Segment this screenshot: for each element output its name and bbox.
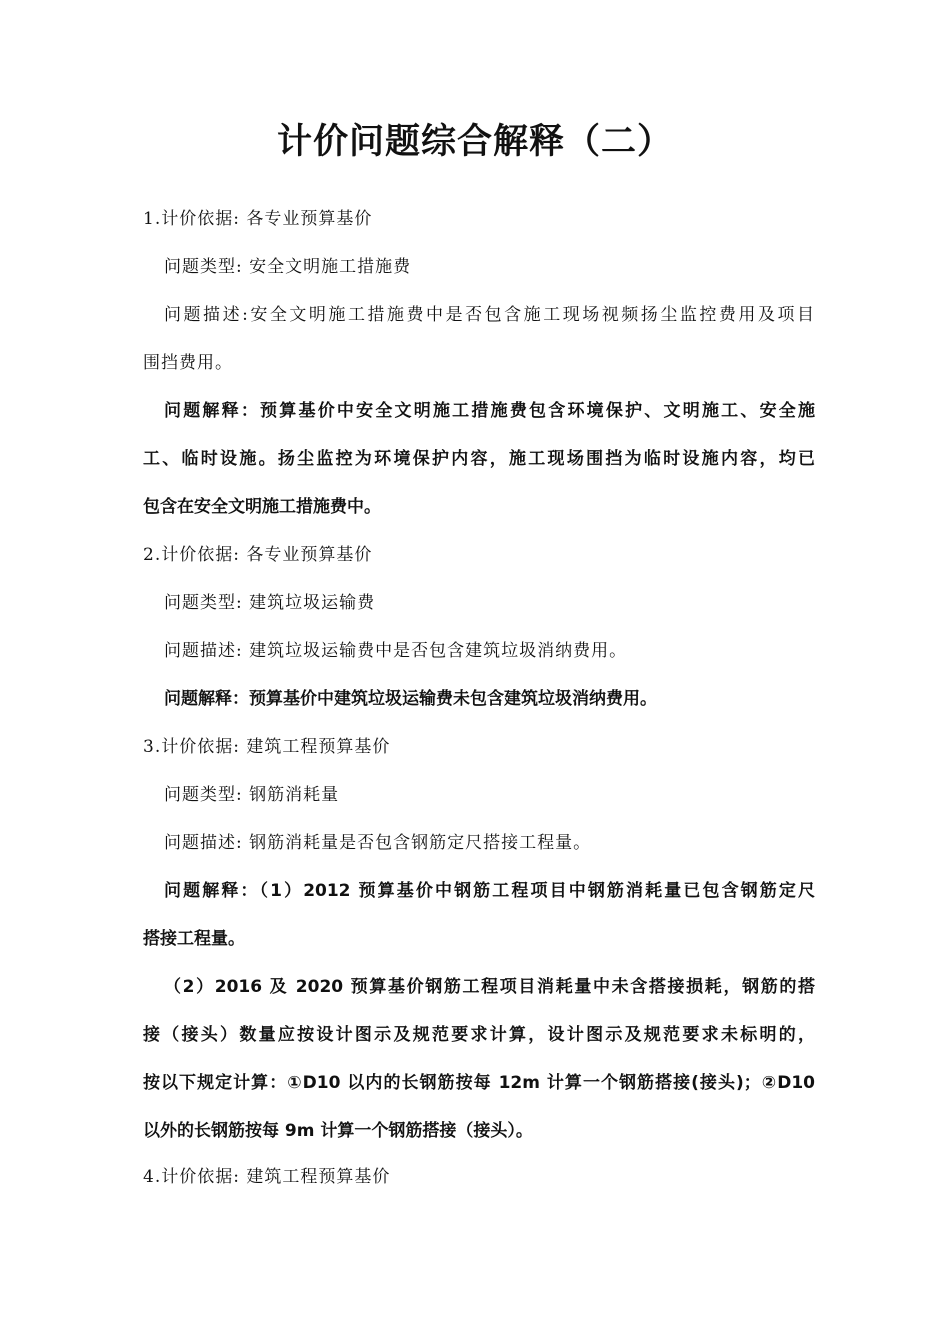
item-2-description: 问题描述: 建筑垃圾运输费中是否包含建筑垃圾消纳费用。 [164, 641, 628, 661]
item-1-type: 问题类型: 安全文明施工措施费 [164, 257, 412, 277]
item-1-description-cont: 围挡费用。 [143, 353, 233, 373]
item-1-explanation-cont: 工、临时设施。扬尘监控为环境保护内容，施工现场围挡为临时设施内容，均已 [143, 449, 815, 469]
item-3-type: 问题类型: 钢筋消耗量 [164, 785, 340, 805]
item-2-basis: 2.计价依据: 各专业预算基价 [143, 545, 373, 565]
item-3-explanation-part2: （2）2016 及 2020 预算基价钢筋工程项目消耗量中未含搭接损耗，钢筋的搭 [164, 977, 815, 997]
item-1-description: 问题描述:安全文明施工措施费中是否包含施工现场视频扬尘监控费用及项目 [164, 305, 815, 325]
item-3-explanation-part2-cont: 接（接头）数量应按设计图示及规范要求计算，设计图示及规范要求未标明的， [143, 1025, 815, 1045]
item-4-basis: 4.计价依据: 建筑工程预算基价 [143, 1167, 391, 1187]
item-3-explanation-part2-rule: 按以下规定计算：①D10 以内的长钢筋按每 12m 计算一个钢筋搭接(接头)；②D10 [143, 1073, 815, 1093]
document-title: 计价问题综合解释（二） [276, 121, 673, 162]
item-3-basis: 3.计价依据: 建筑工程预算基价 [143, 737, 391, 757]
item-3-explanation: 问题解释：（1）2012 预算基价中钢筋工程项目中钢筋消耗量已包含钢筋定尺 [164, 881, 815, 901]
item-2-explanation: 问题解释：预算基价中建筑垃圾运输费未包含建筑垃圾消纳费用。 [164, 689, 657, 709]
item-3-explanation-part2-end: 以外的长钢筋按每 9m 计算一个钢筋搭接（接头）。 [143, 1121, 533, 1141]
item-1-explanation: 问题解释：预算基价中安全文明施工措施费包含环境保护、文明施工、安全施 [164, 401, 815, 421]
item-3-description: 问题描述: 钢筋消耗量是否包含钢筋定尺搭接工程量。 [164, 833, 592, 853]
item-1-basis: 1.计价依据: 各专业预算基价 [143, 209, 373, 229]
item-3-explanation-cont: 搭接工程量。 [143, 929, 245, 949]
item-2-type: 问题类型: 建筑垃圾运输费 [164, 593, 376, 613]
item-1-explanation-end: 包含在安全文明施工措施费中。 [143, 497, 381, 517]
